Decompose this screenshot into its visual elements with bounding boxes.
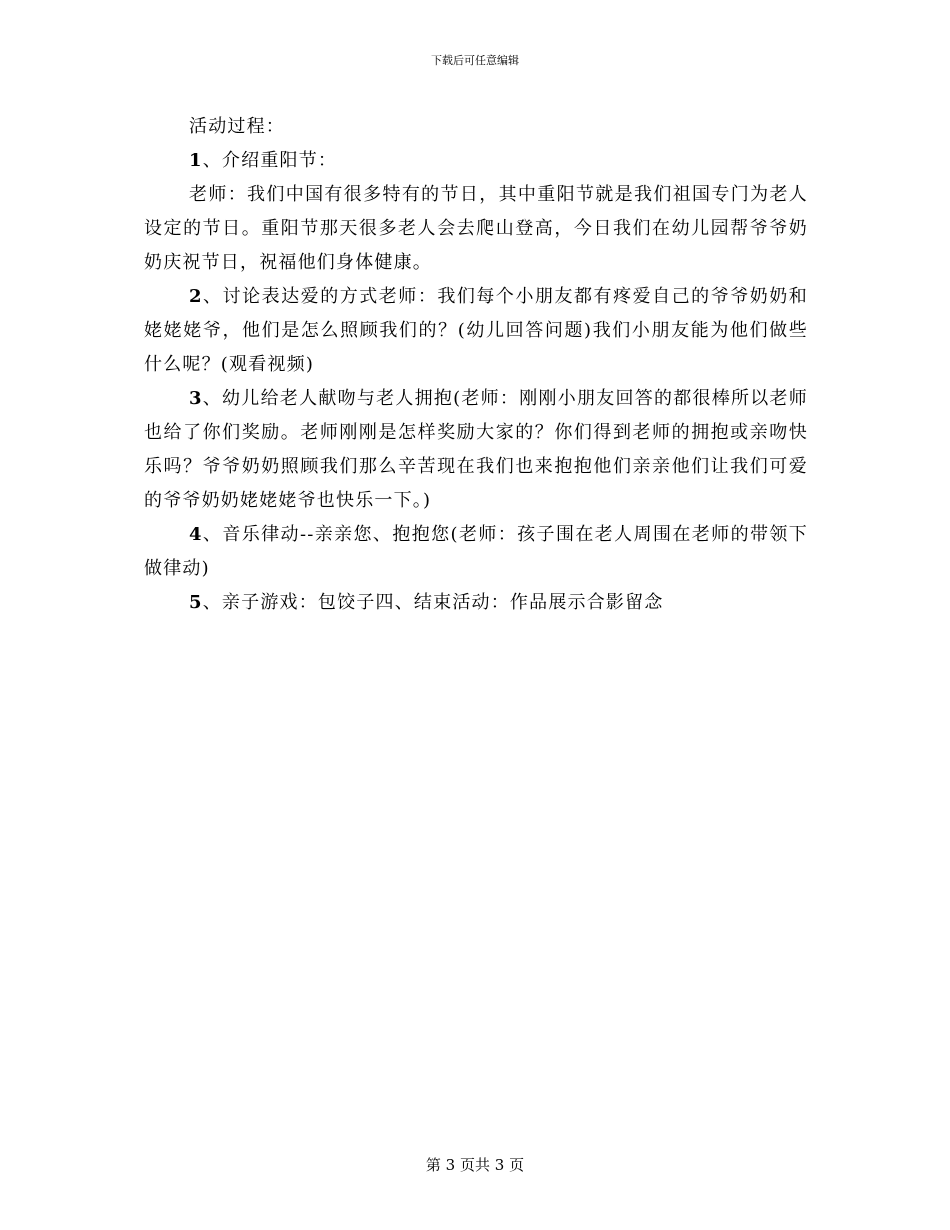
paragraph-number: 4 <box>189 524 203 545</box>
paragraph-text: 、亲子游戏：包饺子四、结束活动：作品展示合影留念 <box>202 592 664 613</box>
paragraph-step-4 <box>144 518 808 586</box>
paragraph-text: 、介绍重阳节： <box>202 150 338 171</box>
paragraph-text: 老师：我们中国有很多特有的节日，其中重阳节就是我们祖国专门为老人设定的节日。重阳节那天很多老人会去爬山登高，今日我们在幼儿园帮爷爷奶奶庆祝节日，祝福他们身体健康。 <box>144 184 808 273</box>
paragraph-text: 、幼儿给老人献吻与老人拥抱(老师：刚刚小朋友回答的都很棒所以老师也给了你们奖励。老师刚刚是怎样奖励大家的？你们得到老师的拥抱或亲吻快乐吗？爷爷奶奶照顾我们那么辛苦现在我们也来抱抱他们亲亲他们让我们可爱的爷爷奶奶姥姥姥爷也快乐一下。) <box>144 388 808 511</box>
paragraph-text: 活动过程： <box>189 116 285 137</box>
document-body <box>144 110 808 620</box>
paragraph-number: 5 <box>189 592 203 613</box>
paragraph-step-3 <box>144 382 808 518</box>
paragraph-step-2 <box>144 280 808 382</box>
paragraph-text: 、讨论表达爱的方式老师：我们每个小朋友都有疼爱自己的爷爷奶奶和姥姥姥爷，他们是怎么照顾我们的？(幼儿回答问题)我们小朋友能为他们做些什么呢？(观看视频) <box>144 286 808 375</box>
paragraph-activity-process <box>144 110 808 144</box>
paragraph-text: 、音乐律动--亲亲您、抱抱您(老师：孩子围在老人周围在老师的带领下做律动) <box>144 524 808 579</box>
paragraph-number: 1 <box>189 150 203 171</box>
paragraph-step-1 <box>144 144 808 178</box>
paragraph-teacher-intro <box>144 178 808 280</box>
page-number-footer: 第 3 页共 3 页 <box>425 1156 525 1174</box>
paragraph-step-5 <box>144 586 808 620</box>
paragraph-number: 3 <box>189 388 203 409</box>
paragraph-number: 2 <box>189 286 203 307</box>
page-header-note: 下载后可任意编辑 <box>431 54 519 67</box>
